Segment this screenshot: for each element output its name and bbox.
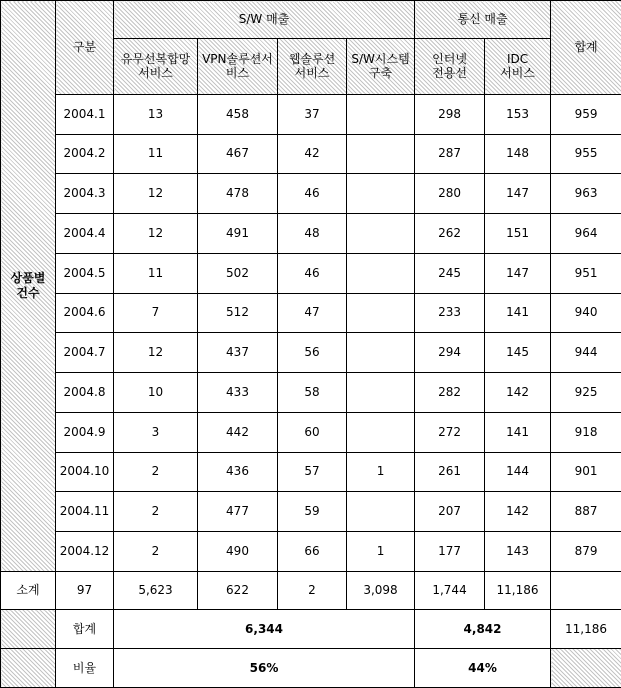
table-cell: 12 [114,174,198,214]
table-cell: 1 [347,532,415,572]
table-cell: 245 [415,253,485,293]
row-period-cell: 2004.9 [56,412,114,452]
subheader-idc [485,38,551,94]
subtotal-cell: 1,744 [415,571,485,610]
table-cell: 145 [485,333,551,373]
subheader-line: 서비스 [138,66,173,81]
table-cell: 442 [198,412,278,452]
table-cell: 142 [485,492,551,532]
telecom-sales-header: 통신 매출 [415,1,551,39]
table-cell: 925 [551,373,621,413]
subtotal-label: 소계 [1,571,56,610]
subtotal-cell: 5,623 [114,571,198,610]
table-cell: 46 [278,174,347,214]
table-row [1,94,621,134]
table-row [1,412,621,452]
table-cell: 433 [198,373,278,413]
table-cell: 491 [198,214,278,254]
table-cell [347,174,415,214]
table-cell [347,214,415,254]
table-cell: 56 [278,333,347,373]
table-cell: 47 [278,293,347,333]
table-cell: 147 [485,253,551,293]
subheader-line: 서비스 [294,66,330,81]
table-cell: 436 [198,452,278,492]
sum-sw-value: 6,344 [114,610,415,649]
table-cell: 262 [415,214,485,254]
table-cell: 48 [278,214,347,254]
table-cell: 7 [114,293,198,333]
subtotal-cell: 2 [278,571,347,610]
side-label-line1: 상품별 [10,270,46,285]
row-period-cell: 2004.8 [56,373,114,413]
table-row [1,174,621,214]
row-period-cell: 2004.3 [56,174,114,214]
row-period-cell: 2004.4 [56,214,114,254]
table-cell: 458 [198,94,278,134]
table-cell: 2 [114,532,198,572]
table-cell: 298 [415,94,485,134]
row-period-cell: 2004.12 [56,532,114,572]
table-row [1,293,621,333]
ratio-label: 비율 [56,649,114,688]
subtotal-cell: 97 [56,571,114,610]
table-cell: 467 [198,134,278,174]
table-cell: 151 [485,214,551,254]
division-header: 구분 [56,1,114,95]
table-cell: 11 [114,253,198,293]
table-row [1,373,621,413]
table-row [1,452,621,492]
table-cell: 294 [415,333,485,373]
header-row-1 [1,1,621,39]
table-cell: 142 [485,373,551,413]
table-cell: 280 [415,174,485,214]
table-cell: 887 [551,492,621,532]
subheader-line: IDC [506,52,529,67]
subheader-line: 비스 [225,66,250,81]
table-cell: 57 [278,452,347,492]
sw-sales-header: S/W 매출 [114,1,415,39]
table-cell: 2 [114,452,198,492]
sum-row [1,610,621,649]
subheader-internet [415,38,485,94]
sum-corner [1,610,56,649]
ratio-corner [1,649,56,688]
subtotal-row [1,571,621,610]
subheader-sw-system [347,38,415,94]
table-row [1,134,621,174]
row-period-cell: 2004.11 [56,492,114,532]
table-cell: 490 [198,532,278,572]
subheader-line: VPN솔루션서 [202,52,273,67]
table-cell: 58 [278,373,347,413]
table-cell: 964 [551,214,621,254]
table-cell [347,412,415,452]
table-cell: 148 [485,134,551,174]
row-period-cell: 2004.7 [56,333,114,373]
row-period-cell: 2004.6 [56,293,114,333]
table-cell: 143 [485,532,551,572]
table-cell: 141 [485,293,551,333]
table-cell: 282 [415,373,485,413]
subheader-wired-wireless [114,38,198,94]
subtotal-cell: 622 [198,571,278,610]
subheader-line: 전용선 [432,66,467,81]
table-cell: 918 [551,412,621,452]
table-cell [347,373,415,413]
table-cell: 59 [278,492,347,532]
subheader-line: S/W시스템 [351,52,410,67]
ratio-total-empty [551,649,621,688]
table-cell: 1 [347,452,415,492]
table-cell: 437 [198,333,278,373]
table-cell: 287 [415,134,485,174]
table-cell [347,94,415,134]
table-cell [347,492,415,532]
table-cell: 66 [278,532,347,572]
sum-label: 합계 [56,610,114,649]
subheader-vpn [198,38,278,94]
table-cell: 42 [278,134,347,174]
table-cell: 959 [551,94,621,134]
table-cell: 955 [551,134,621,174]
table-cell: 879 [551,532,621,572]
ratio-sw-value: 56% [114,649,415,688]
sum-telecom-value: 4,842 [415,610,551,649]
table-cell: 3 [114,412,198,452]
table-cell [347,293,415,333]
table-cell: 502 [198,253,278,293]
table-row [1,532,621,572]
subheader-line: 인터넷 [432,52,467,67]
table-cell: 477 [198,492,278,532]
subheader-line: 서비스 [500,66,535,81]
table-row [1,333,621,373]
table-cell: 144 [485,452,551,492]
row-period-cell: 2004.10 [56,452,114,492]
side-label-line2: 건수 [16,285,40,300]
table-cell: 512 [198,293,278,333]
total-header: 합계 [551,1,621,95]
table-cell [347,253,415,293]
table-cell: 207 [415,492,485,532]
table-cell: 272 [415,412,485,452]
table-cell: 478 [198,174,278,214]
table-cell: 963 [551,174,621,214]
table-cell: 940 [551,293,621,333]
table-cell: 2 [114,492,198,532]
row-period-cell: 2004.1 [56,94,114,134]
side-label-cell [1,1,56,572]
sum-total-value: 11,186 [551,610,621,649]
table-cell: 177 [415,532,485,572]
table-cell: 13 [114,94,198,134]
table-cell: 10 [114,373,198,413]
table-cell: 951 [551,253,621,293]
row-period-cell: 2004.5 [56,253,114,293]
subtotal-cell: 11,186 [485,571,551,610]
table-cell: 37 [278,94,347,134]
subheader-line: 유무선복합망 [120,52,191,67]
table-cell: 46 [278,253,347,293]
table-cell: 12 [114,214,198,254]
table-cell [347,333,415,373]
table-cell: 60 [278,412,347,452]
table-cell [347,134,415,174]
subheader-line: 웹솔루션 [288,52,336,67]
table-cell: 261 [415,452,485,492]
subheader-web [278,38,347,94]
table-cell: 12 [114,333,198,373]
table-row [1,253,621,293]
row-period-cell: 2004.2 [56,134,114,174]
subtotal-cell: 3,098 [347,571,415,610]
ratio-row [1,649,621,688]
table-row [1,492,621,532]
table-cell: 141 [485,412,551,452]
ratio-telecom-value: 44% [415,649,551,688]
table-row [1,214,621,254]
table-cell: 147 [485,174,551,214]
table-cell: 11 [114,134,198,174]
table-cell: 901 [551,452,621,492]
table-cell: 233 [415,293,485,333]
subheader-line: 구축 [368,66,393,81]
table-cell: 944 [551,333,621,373]
table-cell: 153 [485,94,551,134]
